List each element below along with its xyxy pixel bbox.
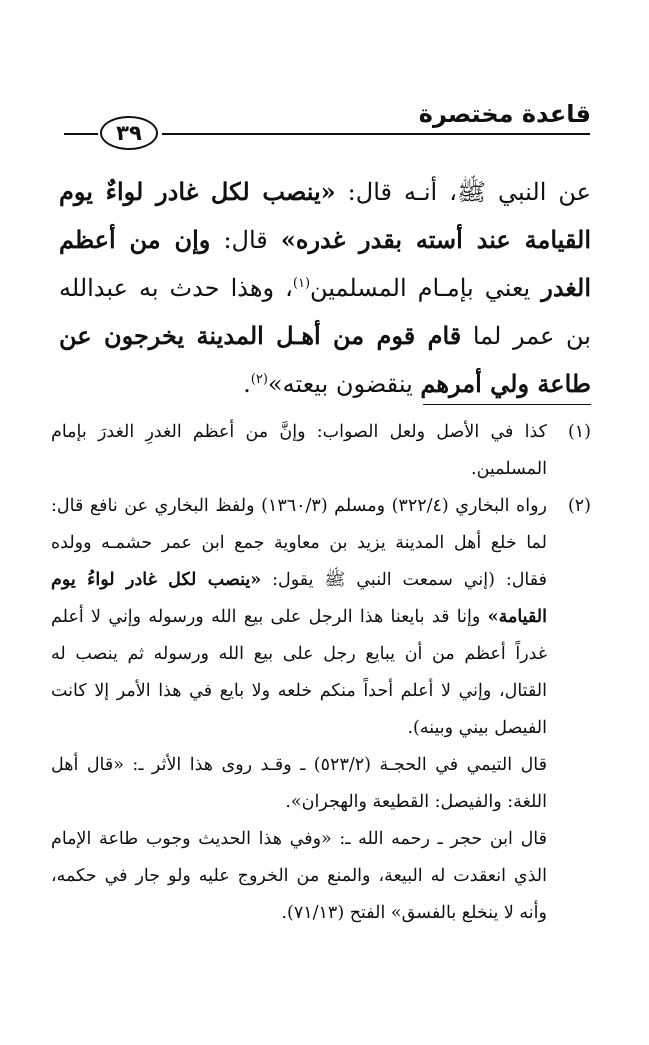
footnote-text-segment: رواه البخاري (٣٢٢/٤) ومسلم (١٣٦٠/٣) ولفظ البخاري عن نافع قال: لما خلع أهل المدينة يزيد بن معاوية جمع ابن عمر حشمـه وولده فقال: (إني سمعت النبي ﷺ يقول: <box>51 496 547 590</box>
footnote-reference: (٢) <box>250 372 268 387</box>
header-rule-short <box>64 133 98 135</box>
footnote-text <box>51 488 547 932</box>
footnote-1 <box>51 414 591 488</box>
main-paragraph <box>59 168 591 408</box>
footnote-2 <box>51 488 591 932</box>
emphasized-text: قام قوم من أهـل المدينة يخرجون عن طاعة ولي أمرهم <box>59 321 591 398</box>
footnote-number: (٢) <box>567 496 591 516</box>
footnotes <box>51 414 591 932</box>
page-number: ٣٩ <box>100 116 158 150</box>
footnote-text: كذا في الأصل ولعل الصواب: وإنَّ من أعظم الغدرِ الغدرَ بإمام المسلمين. <box>51 422 547 479</box>
main-text-segment: ينقضون بيعته» <box>267 370 421 398</box>
main-text-segment: ، وهذا حدث به عبدالله بن عمر لما <box>59 274 591 350</box>
main-text-segment: يعني بإمـام المسلمين <box>310 274 542 302</box>
hadith-quote: «ينصب لكل غادر لواءٌ يوم القيامة عند أسته بقدر غدره» <box>59 177 591 254</box>
footnote-separator <box>423 404 591 405</box>
footnote-paragraph: قال التيمي في الحجـة (٥٢٣/٢) ـ وقـد روى هذا الأثر ـ: «قال أهل اللغة: والفيصل: القطيعة والهجران». <box>51 755 547 812</box>
main-text-segment: . <box>243 370 251 398</box>
footnote-number: (١) <box>567 422 591 442</box>
emphasized-text: وإن من أعظم الغدر <box>59 225 591 302</box>
main-text-segment: عن النبي ﷺ، أنـه قال: <box>335 178 591 206</box>
running-title: قاعدة مختصرة <box>418 100 591 128</box>
footnote-paragraph: قال ابن حجر ـ رحمه الله ـ: «وفي هذا الحديث وجوب طاعة الإمام الذي انعقدت له البيعة، والمنع من الخروج عليه ولو جار في حكمه، وأنه لا ينخلع بالفسق» الفتح (٧١/١٣). <box>51 829 547 923</box>
header-rule <box>162 133 590 135</box>
footnote-text-segment: وإنا قد بايعنا هذا الرجل على بيع الله ورسوله وإني لا أعلم غدراً أعظم من أن يبايع رجل على بيع الله ورسوله ثم ينصب له القتال، وإني لا أعلم أحداً منكم خلعه ولا بايع في هذا الأمر إلا كانت الفيصل بيني وبينه). <box>51 607 547 738</box>
main-text-segment: قال: <box>210 226 281 254</box>
footnote-reference: (١) <box>292 276 311 291</box>
hadith-quote: «ينصب لكل غادر لواءُ يوم القيامة» <box>51 570 547 627</box>
footnote-paragraph <box>51 488 547 747</box>
main-text <box>59 168 591 408</box>
